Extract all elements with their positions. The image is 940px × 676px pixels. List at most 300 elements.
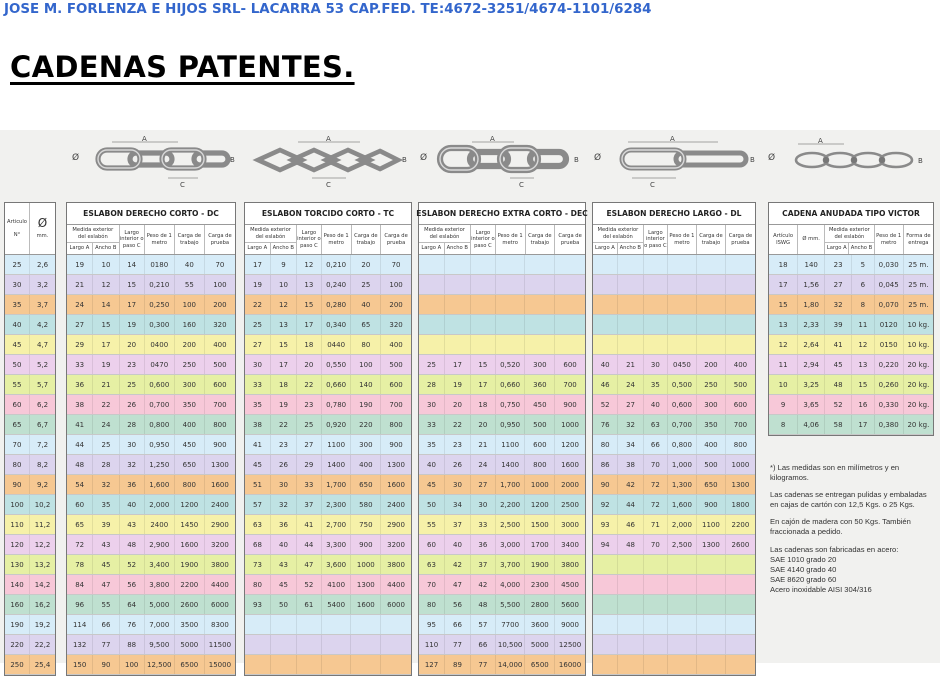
table-cell: 47 — [297, 555, 322, 574]
table-cell: 0450 — [668, 355, 697, 374]
table-cell: 27 — [297, 435, 322, 454]
table-cell: 900 — [213, 440, 227, 449]
table-cell — [322, 655, 352, 674]
table-cell — [668, 615, 697, 634]
table-cell: 220 — [351, 415, 381, 434]
table-cell: 1600 — [175, 535, 205, 554]
table-cell — [245, 615, 271, 634]
table-cell: 600 — [213, 380, 227, 389]
table-cell — [726, 295, 755, 314]
table-cell: 80 — [419, 595, 445, 614]
table-cell: 48 — [67, 455, 93, 474]
table-cell: 66 — [644, 435, 668, 454]
table-cell — [697, 315, 726, 334]
diameter-icon: Ø — [37, 216, 48, 231]
table-cell: 11500 — [208, 640, 232, 649]
table-cell: 55 — [175, 275, 205, 294]
table-cell — [697, 595, 726, 614]
table-cell — [496, 335, 526, 354]
table-row — [769, 355, 933, 375]
table-cell: 3,800 — [145, 575, 175, 594]
carga-trabajo-header: Carga de trabajo — [697, 225, 726, 254]
table-cell: 3,400 — [145, 555, 175, 574]
table-row — [593, 655, 755, 675]
table-cell: 350 — [175, 395, 205, 414]
table-cell — [593, 335, 618, 354]
table-cell — [668, 335, 697, 354]
table-cell: 11 — [852, 315, 874, 334]
medida-subheaders — [593, 243, 643, 254]
table-row — [67, 335, 235, 355]
table-cell: 63 — [245, 515, 271, 534]
article-number: 160 — [5, 595, 30, 614]
table-cell — [593, 615, 618, 634]
table-cell: 500 — [697, 455, 726, 474]
article-number-header: N° — [13, 231, 21, 238]
table-cell: 900 — [351, 535, 381, 554]
table-cell: 0,950 — [145, 435, 175, 454]
table-cell: 25 m. — [908, 300, 929, 309]
table-cell: 100 — [389, 280, 403, 289]
table-cell: 700 — [563, 380, 577, 389]
company-header: JOSE M. FORLENZA E HIJOS SRL- LACARRA 53 CAP.FED. TE:4672-3251/4674-1101/6284 — [4, 2, 652, 17]
table-row — [245, 655, 411, 675]
table-cell: 17 — [445, 355, 471, 374]
table-eslabon-derecho-extra-corto — [418, 202, 586, 676]
article-number: 65 — [5, 415, 30, 434]
table-row — [5, 455, 55, 475]
table-cell: 36 — [120, 475, 145, 494]
table-cell: 24 — [93, 415, 119, 434]
table-cell: 50 — [419, 495, 445, 514]
table-cell — [668, 275, 697, 294]
table-row — [245, 475, 411, 495]
table-cell: 33 — [419, 415, 445, 434]
table-cell: 140 — [351, 375, 381, 394]
table-cell: 33 — [245, 375, 271, 394]
table-cell: 0,780 — [322, 395, 352, 414]
table-cell: 26 — [271, 455, 297, 474]
table-cell: 68 — [245, 535, 271, 554]
table-cell: 160 — [175, 315, 205, 334]
table-cell: 57 — [245, 495, 271, 514]
table-cell: 37 — [297, 495, 322, 514]
table-cell: 0,330 — [875, 395, 904, 414]
table-cell: 800 — [733, 440, 748, 449]
article-number: 80 — [5, 455, 30, 474]
table-cell: 18 — [769, 255, 798, 274]
table-cell — [525, 335, 555, 354]
table-cell: 650 — [175, 455, 205, 474]
table-cell: 500 — [525, 415, 555, 434]
table-title: ESLABON DERECHO CORTO - DC — [67, 203, 235, 225]
table-cell: 35 — [419, 435, 445, 454]
table-cell: 52 — [593, 395, 618, 414]
table-cell: 23 — [825, 255, 852, 274]
table-row — [419, 355, 585, 375]
table-cell: 1200 — [175, 495, 205, 514]
table-cell: 140 — [798, 255, 825, 274]
table-cell: 2900 — [211, 520, 229, 529]
table-row — [5, 275, 55, 295]
table-row — [419, 535, 585, 555]
table-cell: 27 — [825, 275, 852, 294]
table-cell: 27 — [245, 335, 271, 354]
table-cell — [593, 295, 618, 314]
article-number: 100 — [5, 495, 30, 514]
article-diameter: 5,7 — [36, 380, 49, 389]
article-number: 25 — [5, 255, 30, 274]
dimension-label-c: C — [519, 181, 524, 189]
table-row — [419, 315, 585, 335]
table-cell: 0,030 — [875, 255, 904, 274]
table-row — [245, 455, 411, 475]
table-cell — [297, 615, 322, 634]
table-cell: 750 — [351, 515, 381, 534]
table-cell: 23 — [120, 355, 145, 374]
table-cell — [593, 655, 618, 674]
table-cell: 0,600 — [668, 395, 697, 414]
table-cell: 35 — [644, 375, 668, 394]
table-cell: 23 — [297, 395, 322, 414]
table-cell: 0,240 — [322, 275, 352, 294]
article-table — [4, 202, 56, 676]
table-row — [67, 295, 235, 315]
table-cell: 2,000 — [145, 495, 175, 514]
table-cell: 42 — [618, 475, 643, 494]
article-number: 70 — [5, 435, 30, 454]
table-cell: 2200 — [731, 520, 750, 529]
table-cell: 19 — [245, 275, 271, 294]
dimension-label-c: C — [326, 181, 331, 189]
table-cell: 73 — [245, 555, 271, 574]
table-cell: 3200 — [211, 540, 229, 549]
table-cell: 5000 — [175, 635, 205, 654]
column-headers — [593, 225, 755, 255]
table-cell — [618, 315, 643, 334]
table-cell: 41 — [245, 435, 271, 454]
table-cell: 200 — [697, 355, 726, 374]
dimension-label-b: B — [230, 156, 235, 164]
table-eslabon-derecho-largo — [592, 202, 756, 676]
table-row — [5, 435, 55, 455]
table-cell — [593, 635, 618, 654]
table-cell: 200 — [389, 300, 403, 309]
table-row — [245, 295, 411, 315]
table-cell — [618, 615, 643, 634]
table-cell — [445, 335, 471, 354]
dimension-label-a: A — [142, 135, 147, 143]
table-row — [5, 595, 55, 615]
table-cell: 0,340 — [322, 315, 352, 334]
table-cell: 26 — [445, 455, 471, 474]
table-cell — [593, 275, 618, 294]
table-row — [5, 355, 55, 375]
table-cell: 43 — [93, 535, 119, 554]
table-cell: 800 — [525, 455, 555, 474]
table-cell — [593, 255, 618, 274]
article-number: 50 — [5, 355, 30, 374]
peso-header: Peso de 1 metro — [496, 225, 526, 254]
table-cell: 600 — [563, 360, 577, 369]
table-cell: 48 — [825, 375, 852, 394]
table-cell: 2500 — [561, 500, 579, 509]
table-cell: 23 — [271, 435, 297, 454]
table-cell: 24 — [618, 375, 643, 394]
dimension-label-a: A — [670, 135, 675, 143]
table-row — [245, 255, 411, 275]
dimension-label-c: C — [650, 181, 655, 189]
table-row — [5, 395, 55, 415]
table-cell: 72 — [644, 495, 668, 514]
table-row — [245, 315, 411, 335]
table-row — [593, 375, 755, 395]
table-cell: 12 — [852, 335, 874, 354]
table-cell: 54 — [67, 475, 93, 494]
article-header: Articulo — [7, 219, 27, 226]
table-cell: 400 — [733, 360, 748, 369]
table-cell: 4500 — [561, 580, 579, 589]
table-cell: 320 — [389, 320, 403, 329]
table-cell: 5,500 — [496, 595, 526, 614]
table-cell: 1200 — [525, 495, 555, 514]
table-cell: 55 — [93, 595, 119, 614]
table-cell: 1,700 — [496, 475, 526, 494]
table-cell: 13 — [769, 315, 798, 334]
table-cell: 0,220 — [875, 355, 904, 374]
table-cell: 72 — [644, 475, 668, 494]
table-row — [419, 395, 585, 415]
table-cell: 0,520 — [496, 355, 526, 374]
table-cell: 250 — [697, 375, 726, 394]
table-cell: 18 — [271, 375, 297, 394]
table-cell: 44 — [67, 435, 93, 454]
table-cell: 45 — [271, 575, 297, 594]
medida-subheaders — [67, 243, 119, 254]
table-cell — [245, 655, 271, 674]
table-cell: 700 — [389, 400, 403, 409]
medida-subheaders — [825, 243, 873, 254]
table-cell: 2,33 — [798, 315, 825, 334]
largo-a-header: Largo A — [825, 243, 849, 254]
table-cell: 52 — [120, 555, 145, 574]
note-wooden-box: En cajón de madera con 50 Kgs. También fraccionada a pedido. — [770, 517, 911, 537]
column-headers — [419, 225, 585, 255]
table-cell: 70 — [215, 260, 225, 269]
table-cell: 900 — [389, 440, 403, 449]
table-cell: 0,660 — [322, 375, 352, 394]
table-cell: 300 — [697, 395, 726, 414]
table-cell: 78 — [67, 555, 93, 574]
table-cadena-anudada-victor — [768, 202, 934, 436]
table-cell: 7700 — [496, 615, 526, 634]
table-cell: 33 — [471, 515, 496, 534]
table-cell — [697, 615, 726, 634]
chain-drawing-tc — [240, 134, 410, 190]
table-cell — [618, 295, 643, 314]
table-row — [67, 395, 235, 415]
note-units: *) Las medidas son en milímetros y en kilogramos. — [770, 463, 900, 483]
column-headers — [67, 225, 235, 255]
table-cell: 19 — [93, 355, 119, 374]
interior-header: Largo interior o paso C — [644, 225, 668, 254]
table-cell — [668, 635, 697, 654]
article-number: 120 — [5, 535, 30, 554]
table-cell — [297, 655, 322, 674]
table-row — [769, 275, 933, 295]
table-cell: 2,700 — [322, 515, 352, 534]
table-row — [67, 595, 235, 615]
table-cell: 0,500 — [668, 375, 697, 394]
table-cell: 1400 — [496, 455, 526, 474]
table-cell: 9000 — [561, 620, 579, 629]
dimension-label-b: B — [750, 156, 755, 164]
table-cell: 15 — [297, 295, 322, 314]
table-cell: 61 — [297, 595, 322, 614]
table-cell: 10 — [93, 255, 119, 274]
table-cell — [593, 595, 618, 614]
carga-prueba-header: Carga de prueba — [208, 233, 232, 246]
table-cell: 110 — [419, 635, 445, 654]
interior-header: Largo interior o paso C — [471, 225, 496, 254]
table-cell — [668, 555, 697, 574]
peso-header: Peso de 1 metro — [668, 225, 697, 254]
material-item: SAE 1010 grado 20 — [770, 554, 837, 564]
table-cell: 46 — [618, 515, 643, 534]
table-cell: 38 — [618, 455, 643, 474]
dimension-label-a: A — [490, 135, 495, 143]
table-row — [769, 415, 933, 435]
article-number: 40 — [5, 315, 30, 334]
table-cell: 2,500 — [496, 515, 526, 534]
carga-prueba-header: Carga de prueba — [384, 233, 408, 246]
table-row — [593, 335, 755, 355]
table-cell: 1900 — [175, 555, 205, 574]
table-cell — [668, 315, 697, 334]
table-cell: 17 — [297, 315, 322, 334]
table-cell: 44 — [618, 495, 643, 514]
table-row — [593, 535, 755, 555]
table-row — [245, 535, 411, 555]
table-cell: 450 — [175, 435, 205, 454]
table-cell: 28 — [93, 455, 119, 474]
table-cell — [668, 595, 697, 614]
table-cell: 13 — [852, 355, 874, 374]
table-cell: 6 — [852, 275, 874, 294]
carga-trabajo-header: Carga de trabajo — [526, 225, 556, 254]
article-number: 55 — [5, 375, 30, 394]
table-cell: 40 — [445, 535, 471, 554]
table-cell — [496, 295, 526, 314]
table-cell: 20 — [445, 395, 471, 414]
table-row — [419, 415, 585, 435]
table-cell: 4,06 — [798, 415, 825, 434]
table-cell: 650 — [697, 475, 726, 494]
dimension-label-c: C — [180, 181, 185, 189]
table-cell — [644, 655, 668, 674]
table-cell — [297, 635, 322, 654]
table-row — [67, 435, 235, 455]
table-cell — [644, 255, 668, 274]
table-cell: 19 — [67, 255, 93, 274]
table-cell — [555, 255, 585, 274]
table-cell: 30 — [419, 395, 445, 414]
table-cell: 56 — [445, 595, 471, 614]
table-row — [419, 335, 585, 355]
table-row — [5, 535, 55, 555]
table-row — [67, 615, 235, 635]
article-diameter: 5,2 — [36, 360, 49, 369]
table-cell: 66 — [471, 635, 496, 654]
table-cell: 15 — [852, 375, 874, 394]
table-cell: 5000 — [525, 635, 555, 654]
medida-header: Medida exterior del eslabón — [419, 225, 470, 243]
table-cell: 20 kg. — [907, 420, 930, 429]
table-cell: 19 — [271, 395, 297, 414]
table-cell — [726, 275, 755, 294]
table-row — [593, 555, 755, 575]
table-cell: 64 — [120, 595, 145, 614]
table-cell — [726, 655, 755, 674]
chain-drawing-dec — [418, 134, 590, 190]
table-cell: 27 — [471, 475, 496, 494]
table-cell: 25 m. — [908, 260, 929, 269]
article-number: 60 — [5, 395, 30, 414]
dimension-label-b: B — [402, 156, 407, 164]
table-row — [419, 655, 585, 675]
table-cell: 52 — [825, 395, 852, 414]
table-cell: 10 kg. — [907, 320, 930, 329]
table-cell: 1100 — [496, 435, 526, 454]
interior-header: Largo interior o paso C — [297, 225, 322, 254]
table-cell: 40 — [593, 355, 618, 374]
table-cell: 47 — [93, 575, 119, 594]
table-cell: 6500 — [175, 655, 205, 674]
table-row — [5, 495, 55, 515]
table-cell: 27 — [67, 315, 93, 334]
dimension-label-b: B — [574, 156, 579, 164]
table-row — [5, 515, 55, 535]
medida-header: Medida exterior del eslabón — [825, 225, 873, 243]
table-cell: 17 — [852, 415, 874, 434]
table-cell — [496, 255, 526, 274]
table-cell: 700 — [733, 420, 748, 429]
table-cell: 6000 — [387, 600, 405, 609]
table-cell: 70 — [419, 575, 445, 594]
table-cell — [525, 315, 555, 334]
table-cell: 17 — [471, 375, 496, 394]
table-cell — [697, 275, 726, 294]
article-diameter: 3,7 — [36, 300, 49, 309]
table-row — [67, 275, 235, 295]
table-cell: 2400 — [211, 500, 229, 509]
table-cell: 89 — [445, 655, 471, 674]
table-cell: 22 — [445, 415, 471, 434]
table-cell: 25 — [297, 415, 322, 434]
article-diameter: 4,7 — [36, 340, 49, 349]
table-cell — [593, 555, 618, 574]
table-cell — [555, 275, 585, 294]
table-row — [245, 515, 411, 535]
table-cell: 0,260 — [875, 375, 904, 394]
table-row — [5, 415, 55, 435]
table-cell: 900 — [697, 495, 726, 514]
table-cell: 114 — [67, 615, 93, 634]
table-cell: 3,65 — [798, 395, 825, 414]
largo-a-header: Largo A — [419, 243, 445, 254]
table-cell: 190 — [351, 395, 381, 414]
table-cell: 4,000 — [496, 575, 526, 594]
